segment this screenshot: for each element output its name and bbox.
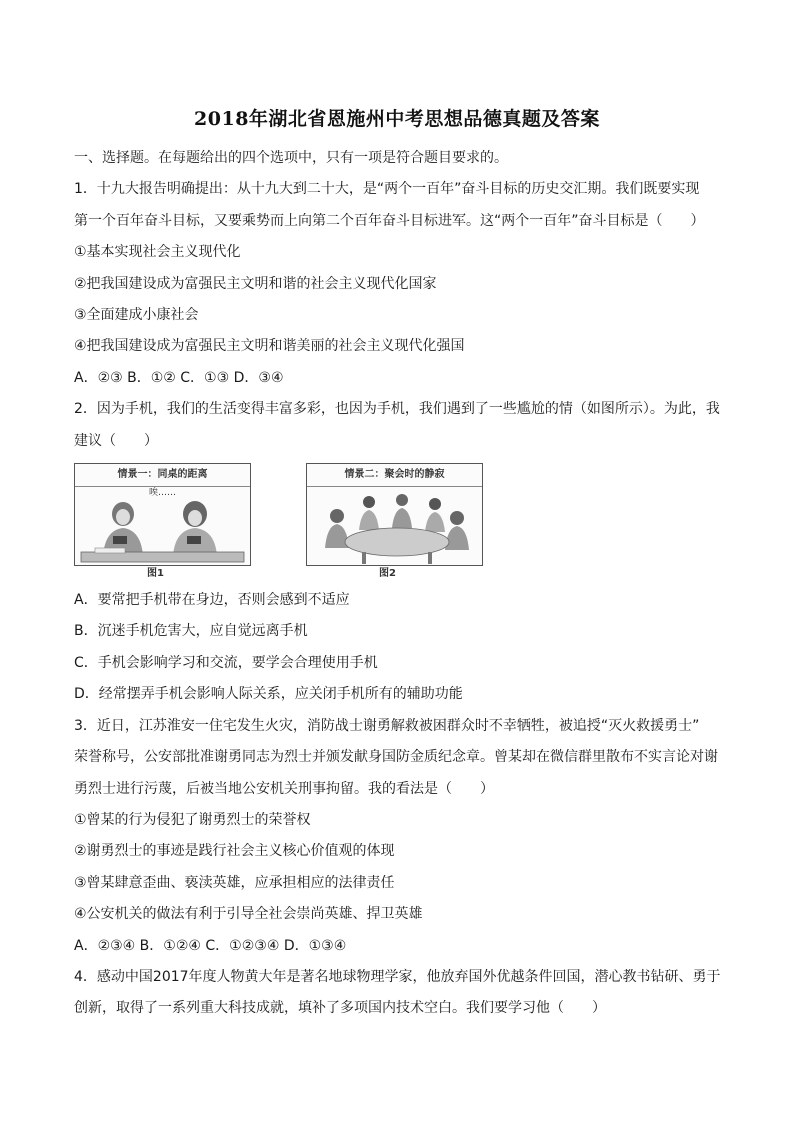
figure-1-speech: 唉……	[149, 488, 177, 499]
section-header: 一、选择题。在每题给出的四个选项中，只有一项是符合题目要求的。	[74, 150, 508, 166]
question-3-stem-line-3: 勇烈士进行污蔑，后被当地公安机关刑事拘留。我的看法是（ ）	[74, 780, 494, 797]
question-4-stem-line-2: 创新，取得了一系列重大科技成就，填补了多项国内技术空白。我们要学习他（ ）	[74, 1000, 606, 1017]
page-title: 2018年湖北省恩施州中考思想品德真题及答案	[194, 108, 600, 130]
figure-2-drawing	[307, 486, 482, 565]
figure-2-illustration	[306, 463, 483, 566]
question-3-item-2: ②谢勇烈士的事迹是践行社会主义核心价值观的体现	[74, 843, 395, 860]
question-1-options: A．②③ B．①② C．①③ D．③④	[74, 369, 284, 386]
figure-1-caption: 图1	[147, 568, 164, 580]
question-3-item-4: ④公安机关的做法有利于引导全社会崇尚英雄、捍卫英雄	[74, 906, 423, 923]
exam-content	[74, 143, 724, 1025]
figure-1-header: 情景一：同桌的距离	[75, 464, 250, 487]
question-1-item-3: ③全面建成小康社会	[74, 307, 199, 324]
question-2-option-d: D．经常摆弄手机会影响人际关系，应关闭手机所有的辅助功能	[74, 686, 463, 703]
question-1-stem-line-2: 第一个百年奋斗目标，又要乘势而上向第二个百年奋斗目标进军。这“两个一百年”奋斗目标是（ ）	[74, 212, 705, 229]
question-1-item-4: ④把我国建设成为富强民主文明和谐美丽的社会主义现代化强国	[74, 338, 465, 355]
question-2-option-a: A．要常把手机带在身边，否则会感到不适应	[74, 592, 350, 609]
question-2-option-c: C．手机会影响学习和交流，要学会合理使用手机	[74, 654, 378, 671]
question-3-options: A．②③④ B．①②④ C．①②③④ D．①③④	[74, 937, 347, 954]
question-1-item-1: ①基本实现社会主义现代化	[74, 244, 241, 261]
question-2-option-b: B．沉迷手机危害大，应自觉远离手机	[74, 623, 308, 640]
question-3-stem-line-1: 3．近日，江苏淮安一住宅发生火灾，消防战士谢勇解救被困群众时不幸牺牲，被追授“灭火救援勇士”	[74, 717, 700, 734]
question-3-stem-line-2: 荣誉称号，公安部批准谢勇同志为烈士并颁发献身国防金质纪念章。曾某却在微信群里散布不实言论对谢	[74, 749, 718, 766]
figure-1-illustration	[74, 463, 251, 566]
figure-2-header: 情景二：聚会时的静寂	[307, 464, 482, 487]
figure-1-drawing	[75, 486, 250, 565]
question-2-stem-line-1: 2．因为手机，我们的生活变得丰富多彩，也因为手机，我们遇到了一些尴尬的情（如图所示）。为此，我	[74, 401, 720, 418]
question-1-item-2: ②把我国建设成为富强民主文明和谐的社会主义现代化国家	[74, 275, 437, 292]
question-3-item-3: ③曾某肆意歪曲、亵渎英雄，应承担相应的法律责任	[74, 874, 395, 891]
question-2-figures	[74, 463, 724, 586]
question-2-stem-line-2: 建议（ ）	[74, 432, 158, 449]
question-1-stem-line-1: 1．十九大报告明确提出：从十九大到二十大，是“两个一百年”奋斗目标的历史交汇期。我们既要实现	[74, 181, 700, 198]
question-3-item-1: ①曾某的行为侵犯了谢勇烈士的荣誉权	[74, 811, 311, 828]
figure-2-caption: 图2	[379, 568, 396, 580]
question-4-stem-line-1: 4．感动中国2017年度人物黄大年是著名地球物理学家，他放弃国外优越条件回国，潜心教书钻研、勇于	[74, 968, 721, 985]
